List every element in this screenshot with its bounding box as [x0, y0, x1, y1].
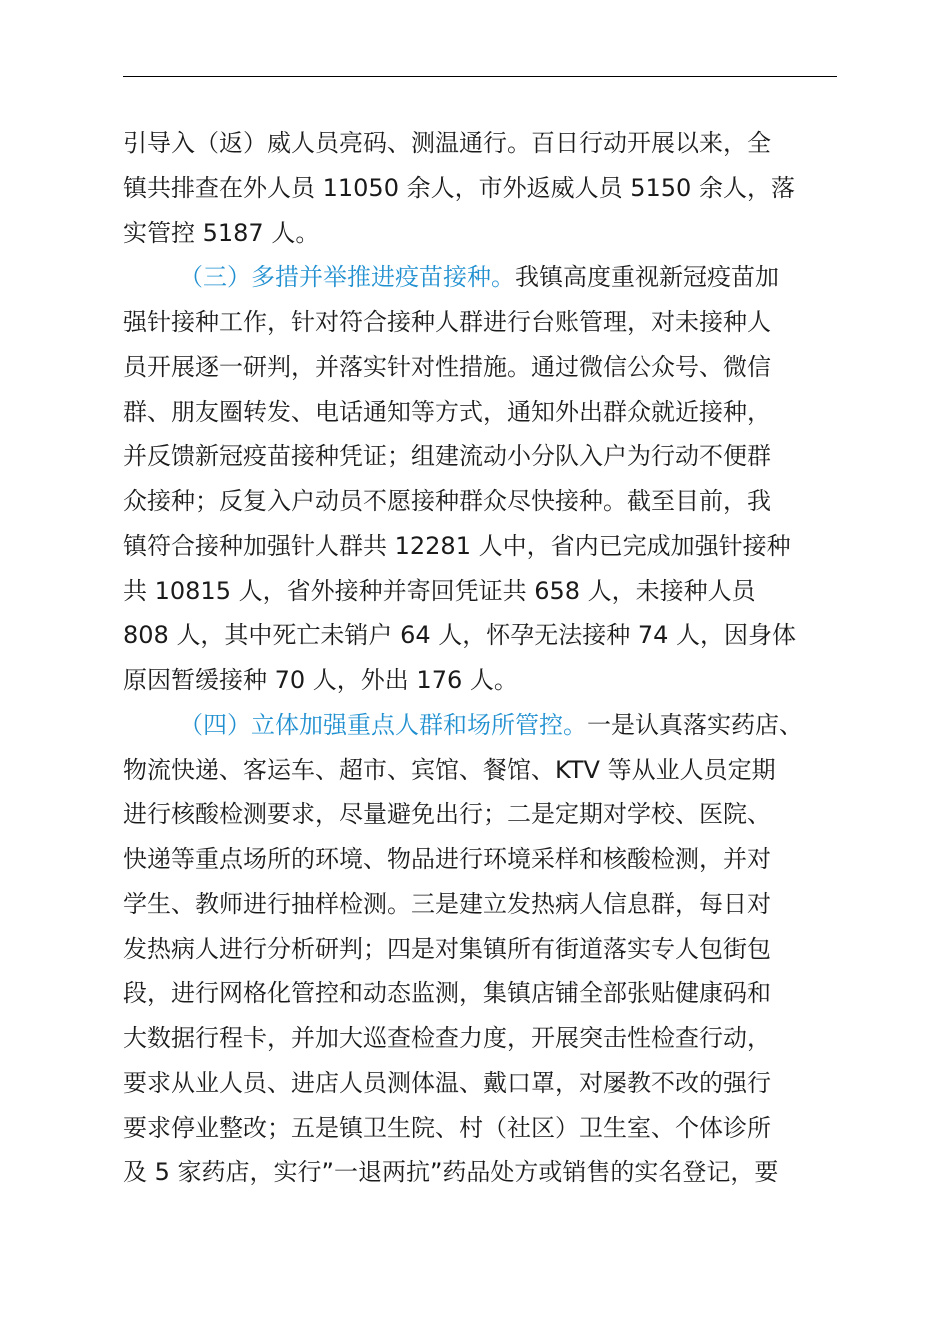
text-line: 镇共排查在外人员 11050 余人，市外返威人员 5150 余人，落	[123, 173, 795, 202]
text-line: 进行核酸检测要求，尽量避免出行；二是定期对学校、医院、	[123, 800, 771, 829]
text-span: 一是认真落实药店、	[587, 710, 803, 739]
text-line: 及 5 家药店，实行”一退两抗”药品处方或销售的实名登记，要	[123, 1158, 779, 1187]
header-rule	[123, 76, 837, 77]
section-3-first-line	[123, 255, 843, 300]
text-line: 共 10815 人，省外接种并寄回凭证共 658 人，未接种人员	[123, 576, 756, 605]
text-line: 原因暂缓接种 70 人，外出 176 人。	[123, 666, 518, 694]
text-line: 强针接种工作，针对符合接种人群进行台账管理，对未接种人	[123, 308, 771, 336]
text-line: 要求停业整改；五是镇卫生院、村（社区）卫生室、个体诊所	[123, 1113, 771, 1142]
document-body	[123, 121, 843, 1195]
text-line: 段，进行网格化管控和动态监测，集镇店铺全部张贴健康码和	[123, 979, 771, 1008]
text-line: 员开展逐一研判，并落实针对性措施。通过微信公众号、微信	[123, 352, 771, 381]
section-4-heading: （四）立体加强重点人群和场所管控。	[179, 710, 587, 739]
text-line: 引导入（返）威人员亮码、测温通行。百日行动开展以来，全	[123, 129, 771, 157]
section-4-first-line	[123, 703, 843, 748]
text-line: 镇符合接种加强针人群共 12281 人中，省内已完成加强针接种	[123, 531, 791, 560]
text-line: 808 人，其中死亡未销户 64 人，怀孕无法接种 74 人，因身体	[123, 621, 797, 650]
text-line: 快递等重点场所的环境、物品进行环境采样和核酸检测，并对	[123, 845, 771, 873]
text-line: 要求从业人员、进店人员测体温、戴口罩，对屡教不改的强行	[123, 1068, 771, 1097]
text-line: 物流快递、客运车、超市、宾馆、餐馆、KTV 等从业人员定期	[123, 755, 776, 784]
text-line: 众接种；反复入户动员不愿接种群众尽快接种。截至目前，我	[123, 487, 771, 515]
text-line: 并反馈新冠疫苗接种凭证；组建流动小分队入户为行动不便群	[123, 442, 771, 471]
text-line: 实管控 5187 人。	[123, 218, 320, 247]
text-line: 大数据行程卡，并加大巡查检查力度，开展突击性检查行动，	[123, 1024, 771, 1052]
section-3-heading: （三）多措并举推进疫苗接种。	[179, 263, 515, 292]
text-span: 我镇高度重视新冠疫苗加	[515, 263, 779, 292]
text-line: 发热病人进行分析研判；四是对集镇所有街道落实专人包街包	[123, 934, 771, 963]
text-line: 群、朋友圈转发、电话通知等方式，通知外出群众就近接种，	[123, 397, 771, 426]
text-line: 学生、教师进行抽样检测。三是建立发热病人信息群，每日对	[123, 889, 771, 918]
